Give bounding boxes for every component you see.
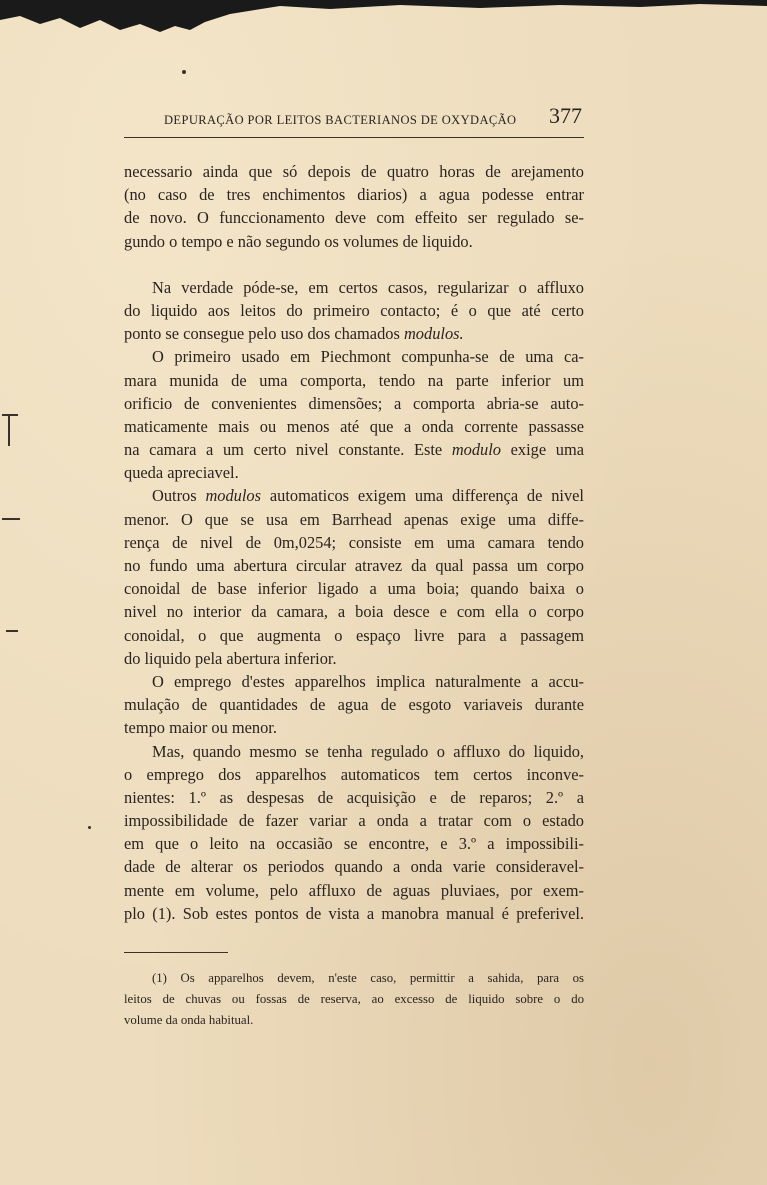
text-line: O primeiro usado em Piechmont compunha-se de uma ca-: [152, 347, 584, 367]
text-segment: automaticos exigem uma differença de nivel: [269, 486, 584, 506]
italic-term: modulos.: [403, 324, 464, 344]
text-line: Na verdade póde-se, em certos casos, regularizar o affluxo: [152, 277, 584, 297]
margin-mark: [2, 518, 20, 520]
text-line: conoidal, o que augmenta o espaço livre para a passagem: [124, 625, 584, 645]
text-line: O emprego d'estes apparelhos implica naturalmente a accu-: [152, 671, 584, 691]
text-line: no fundo uma abertura circular atravez da qual passa um corpo: [124, 556, 584, 575]
text-line: maticamente mais ou menos até que a onda corrente passasse: [124, 416, 584, 436]
paragraph-gap: [124, 253, 584, 276]
text-line: (no caso de tres enchimentos diarios) a agua podesse entrar: [124, 185, 584, 205]
paragraph: [124, 276, 584, 346]
text-line: nientes: 1.º as despesas de acquisição e de reparos; 2.º a: [124, 787, 584, 807]
text-line: conoidal de base inferior ligado a uma boia; quando baixa o: [124, 579, 584, 599]
text-line: queda apreciavel.: [124, 463, 239, 483]
footnote-line: leitos de chuvas ou fossas de reserva, ao excesso de liquido sobre o do: [124, 992, 584, 1006]
text-line: impossibilidade de fazer variar a onda a tratar com o estado: [124, 811, 584, 831]
text-line: mente em volume, pelo affluxo de aguas pluviaes, por exem-: [124, 880, 584, 900]
text-segment: na camara a um certo nivel constante. Este: [124, 440, 443, 460]
text-line: [124, 322, 584, 345]
text-line: do liquido aos leitos do primeiro contacto; é o que até certo: [124, 300, 584, 320]
text-line: [124, 438, 584, 461]
running-header-title: DEPURAÇÃO POR LEITOS BACTERIANOS DE OXYDAÇÃO: [164, 113, 517, 127]
margin-mark: [8, 416, 10, 446]
ink-speck: [182, 70, 186, 74]
torn-page-edge: [0, 0, 767, 40]
footnote-line: (1) Os apparelhos devem, n'este caso, permittir a sahida, para os: [152, 971, 584, 985]
margin-mark: [2, 414, 18, 416]
text-line: do liquido pela abertura inferior.: [124, 648, 337, 668]
text-line: plo (1). Sob estes pontos de vista a manobra manual é preferivel.: [124, 903, 584, 923]
running-header: [124, 101, 584, 138]
text-line: orificio de convenientes dimensões; a comporta abria-se auto-: [124, 393, 584, 413]
paragraph: [124, 345, 584, 484]
text-segment: exige uma: [510, 440, 584, 460]
text-line: Mas, quando mesmo se tenha regulado o affluxo do liquido,: [152, 741, 584, 761]
footnote-rule: [124, 952, 228, 953]
text-line: mara munida de uma comporta, tendo na parte inferior um: [124, 370, 584, 390]
text-line: nivel no interior da camara, a boia desce e com ella o corpo: [124, 602, 584, 622]
text-line: mulação de quantidades de agua de esgoto variaveis durante: [124, 695, 584, 715]
text-line: [124, 484, 584, 507]
footnote: [124, 968, 584, 1031]
italic-term: modulos: [205, 486, 262, 506]
text-line: necessario ainda que só depois de quatro horas de arejamento: [124, 162, 584, 181]
text-line: de novo. O funccionamento deve com effeito ser regulado se-: [124, 208, 584, 228]
margin-mark: [6, 630, 18, 632]
text-line: em que o leito na occasião se encontre, e 3.º a impossibili-: [124, 834, 584, 854]
body-text: [124, 160, 584, 925]
text-line: tempo maior ou menor.: [124, 718, 277, 738]
footnote-line: volume da onda habitual.: [124, 1013, 254, 1027]
page-number: 377: [549, 103, 582, 128]
text-line: dade de alterar os periodos quando a onda varie consideravel-: [124, 857, 584, 877]
paragraph: [124, 740, 584, 926]
italic-term: modulo: [451, 440, 501, 460]
text-segment: ponto se consegue pelo uso dos chamados: [124, 324, 400, 344]
text-line: menor. O que se usa em Barrhead apenas exige uma diffe-: [124, 509, 584, 529]
paragraph: [124, 160, 584, 253]
text-line: rença de nivel de 0m,0254; consiste em uma camara tendo: [124, 532, 584, 552]
text-line: gundo o tempo e não segundo os volumes de liquido.: [124, 231, 473, 251]
ink-speck: [88, 826, 91, 829]
paragraph: [124, 484, 584, 670]
text-line: o emprego dos apparelhos automaticos tem certos inconve-: [124, 764, 584, 784]
text-segment: Outros: [152, 486, 197, 506]
paragraph: [124, 670, 584, 740]
